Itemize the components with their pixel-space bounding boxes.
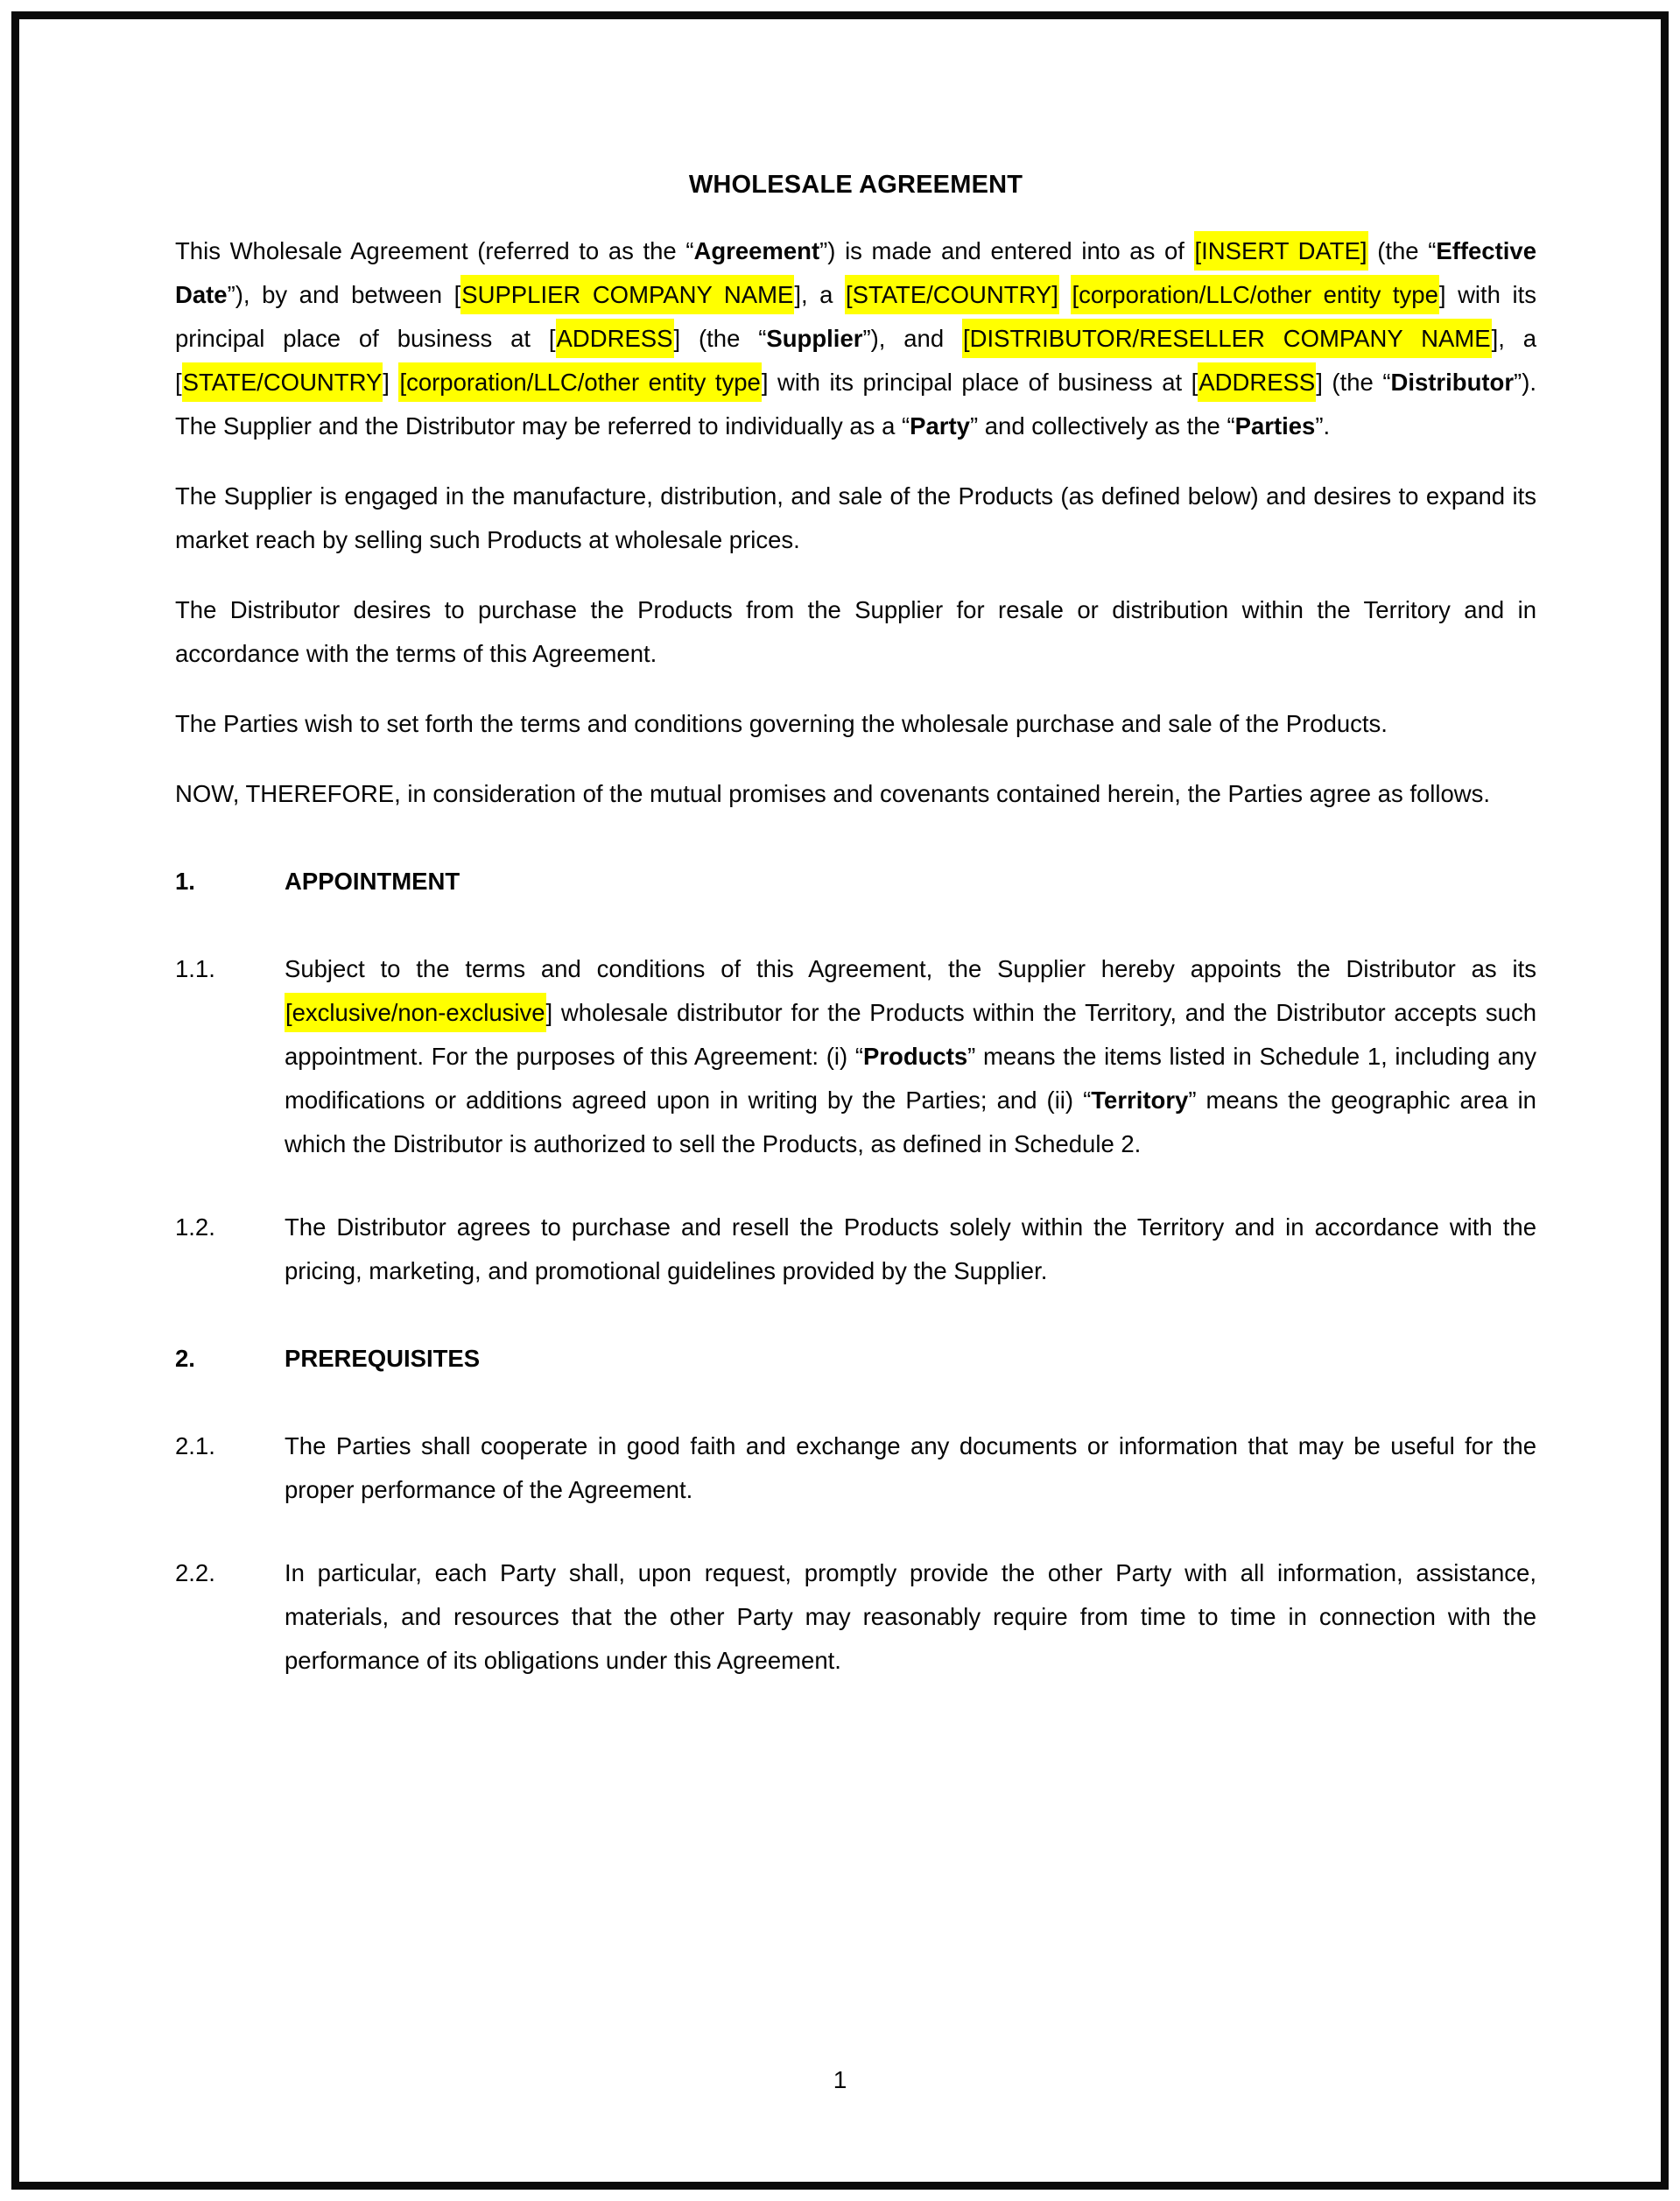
section-number: 1. — [175, 868, 195, 895]
placeholder-highlight: SUPPLIER COMPANY NAME — [460, 275, 794, 314]
body-text: ] with its principal place of business at [ — [175, 281, 1537, 352]
paragraph — [175, 229, 1536, 448]
clause-number: 1.2. — [175, 1213, 215, 1241]
section-heading — [175, 860, 1536, 904]
placeholder-highlight: [STATE/COUNTRY] — [845, 275, 1059, 314]
body-text: ”), and — [862, 325, 963, 352]
section-title: APPOINTMENT — [285, 868, 460, 895]
body-text: The Distributor agrees to purchase and resell the Products solely within the Territory and in accordance with the pricing, marketing, and promotional guidelines provided by the Supplier. — [285, 1213, 1536, 1284]
clause-number: 2.2. — [175, 1559, 215, 1586]
placeholder-highlight: STATE/COUNTRY — [182, 362, 383, 402]
defined-term: Products — [862, 1043, 968, 1070]
page-title: WHOLESALE AGREEMENT — [688, 171, 1023, 199]
body-text: The Supplier is engaged in the manufacture, distribution, and sale of the Products (as defined below) and desires to expand its market reach by selling such Products at wholesale prices. — [175, 482, 1536, 553]
body-text: ], a [ — [175, 325, 1537, 396]
clause-number: 2.1. — [175, 1432, 215, 1459]
body-text: ”) is made and entered into as of — [819, 237, 1194, 264]
body-text: ] — [383, 369, 399, 396]
body-text: ”). The Supplier and the Distributor may be referred to individually as a “ — [175, 369, 1537, 439]
body-text: Subject to the terms and conditions of this Agreement, the Supplier hereby appoints the Distributor as its — [285, 955, 1536, 982]
body-text: The Parties wish to set forth the terms and conditions governing the wholesale purchase and sale of the Products. — [175, 710, 1388, 737]
defined-term: Territory — [1091, 1086, 1189, 1114]
numbered-clause — [175, 947, 1536, 1166]
body-text: (the “ — [1367, 237, 1437, 264]
body-text: ], a — [794, 281, 845, 308]
numbered-clause — [175, 1424, 1536, 1512]
clause-number: 1.1. — [175, 955, 215, 982]
placeholder-highlight: [corporation/LLC/other entity type — [1071, 275, 1438, 314]
body-text: ” and collectively as the “ — [969, 412, 1235, 439]
numbered-clause — [175, 1551, 1536, 1683]
body-text: ”. — [1315, 412, 1331, 439]
page-number: 1 — [833, 2066, 847, 2093]
body-text: In particular, each Party shall, upon request, promptly provide the other Party with all information, assistance, materials, and resources that the other Party may reasonably require from time to time in connection with the performance of its obligations under this Agreement. — [285, 1559, 1536, 1674]
paragraph — [175, 588, 1536, 676]
defined-term: Parties — [1234, 412, 1316, 439]
section-heading — [175, 1337, 1536, 1381]
body-text: This Wholesale Agreement (referred to as the “ — [175, 237, 694, 264]
paragraph — [175, 702, 1536, 746]
defined-term: Party — [910, 412, 970, 439]
body-text: ”), by and between [ — [227, 281, 461, 308]
section-title: PREREQUISITES — [285, 1345, 481, 1372]
placeholder-highlight: [INSERT DATE] — [1194, 231, 1368, 271]
body-text: ] (the “ — [1316, 369, 1391, 396]
section-number: 2. — [175, 1345, 195, 1372]
defined-term: Effective Date — [175, 237, 1536, 308]
body-text: ] wholesale distributor for the Products within the Territory, and the Distributor accepts such appointment. For the purposes of this Agreement: (i) “ — [285, 999, 1536, 1070]
body-text: ] with its principal place of business at [ — [761, 369, 1198, 396]
body-text: The Parties shall cooperate in good faith and exchange any documents or information that may be useful for the proper performance of the Agreement. — [285, 1432, 1536, 1503]
document-content — [175, 163, 1536, 1722]
paragraph — [175, 772, 1536, 816]
body-text: ” means the items listed in Schedule 1, including any modifications or additions agreed upon in writing by the Parties; and (ii) “ — [285, 1043, 1536, 1114]
placeholder-highlight: ADDRESS — [556, 319, 674, 358]
body-text: NOW, THEREFORE, in consideration of the mutual promises and covenants contained herein, the Parties agree as follows. — [175, 780, 1491, 807]
body-text: ] (the “ — [673, 325, 767, 352]
placeholder-highlight: [exclusive/non-exclusive — [285, 993, 546, 1032]
defined-term: Supplier — [766, 325, 863, 352]
paragraph — [175, 475, 1536, 562]
body-text: The Distributor desires to purchase the Products from the Supplier for resale or distribution within the Territory and in accordance with the terms of this Agreement. — [175, 596, 1536, 667]
body-text: ” means the geographic area in which the Distributor is authorized to sell the Products, as defined in Schedule 2. — [285, 1086, 1536, 1157]
numbered-clause — [175, 1206, 1536, 1293]
placeholder-highlight: [DISTRIBUTOR/RESELLER COMPANY NAME — [962, 319, 1492, 358]
defined-term: Distributor — [1390, 369, 1515, 396]
placeholder-highlight: [corporation/LLC/other entity type — [398, 362, 761, 402]
placeholder-highlight: ADDRESS — [1198, 362, 1316, 402]
defined-term: Agreement — [693, 237, 820, 264]
document-body — [175, 229, 1536, 1683]
body-text — [1059, 281, 1072, 308]
